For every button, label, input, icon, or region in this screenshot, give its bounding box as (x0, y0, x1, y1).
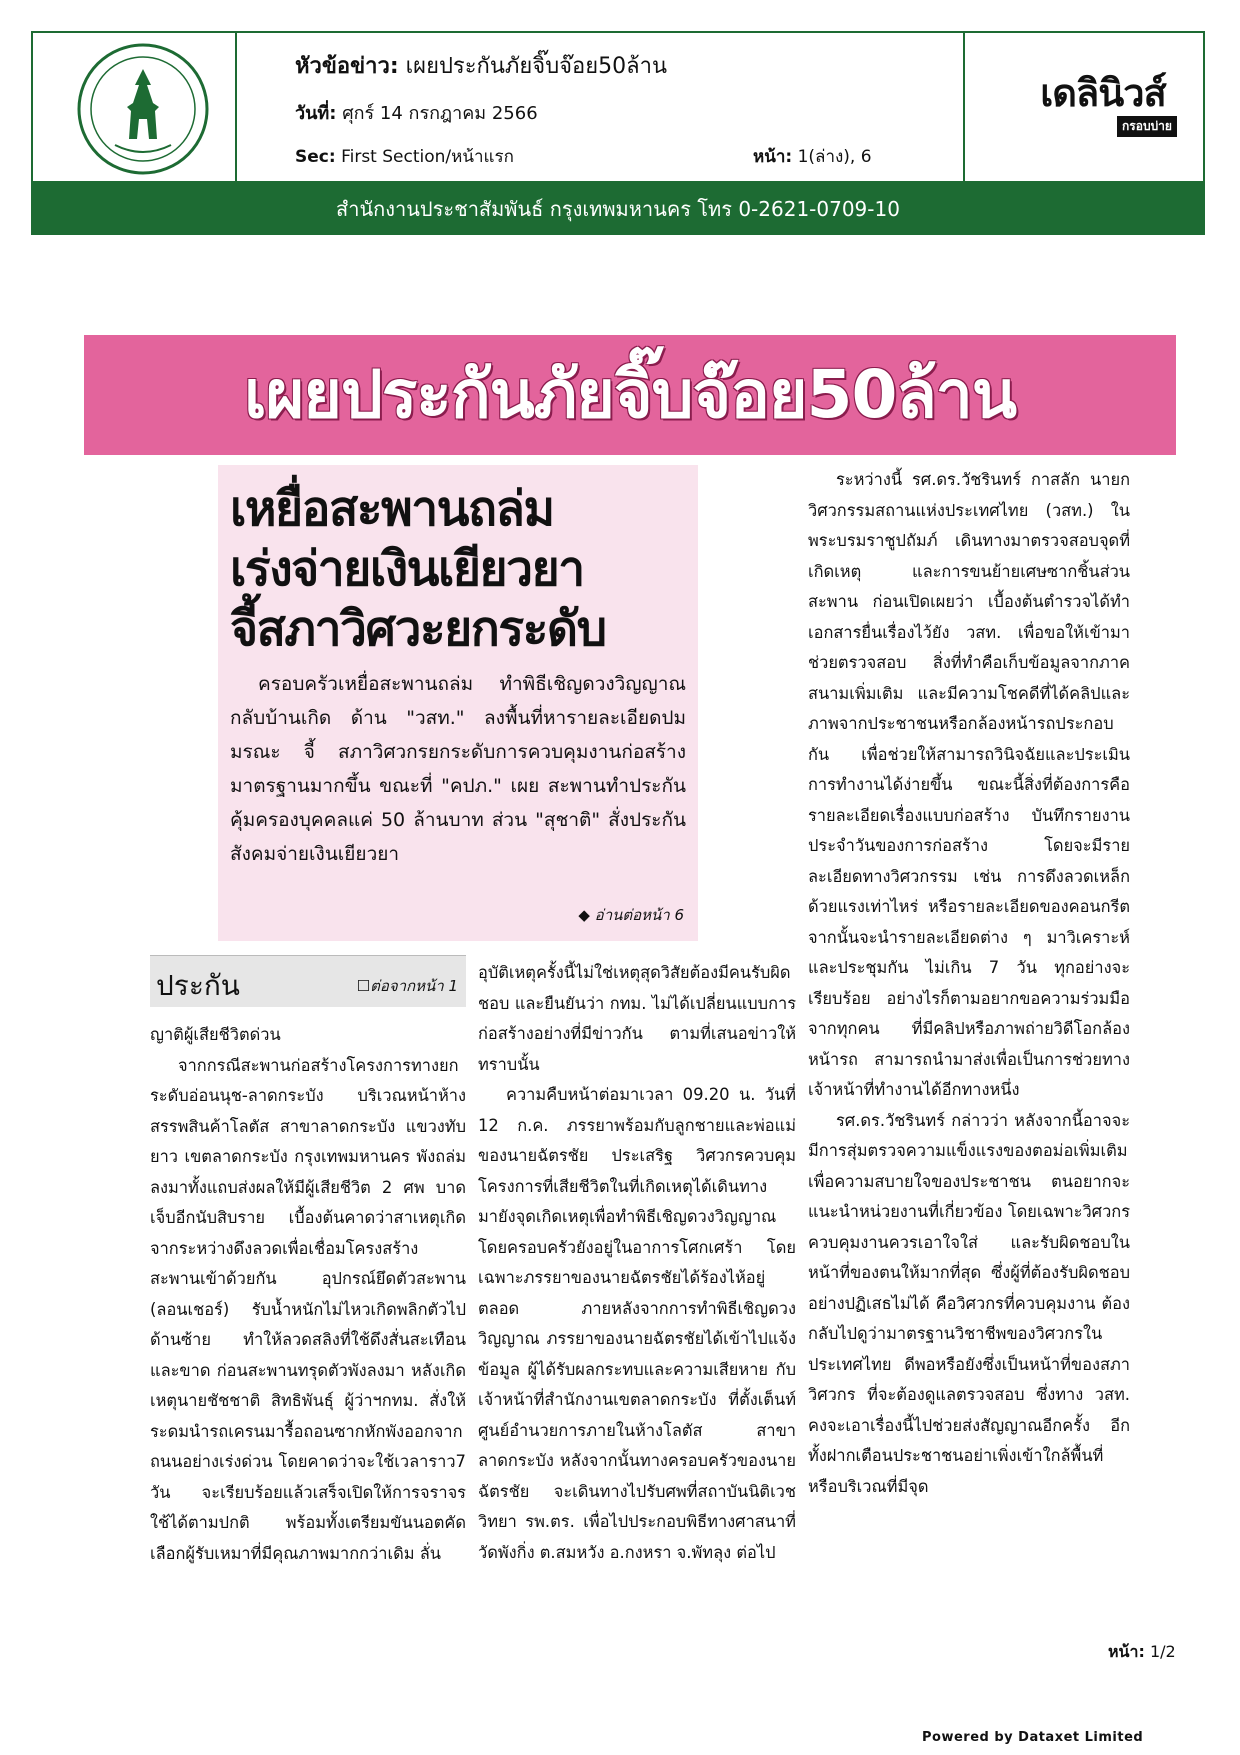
news-page-label: หน้า: (753, 147, 793, 167)
news-section-label: Sec: (295, 147, 336, 167)
col3-paragraph-2: รศ.ดร.วัชรินทร์ กล่าวว่า หลังจากนี้อาจจะมีการสุ่มตรวจความแข็งแรงของตอม่อเพิ่มเติม เพื่อความสบายใจของประชาชน ตนอยากจะแนะนำหน่วยงานที่เกี่ยวข้อง โดยเฉพาะวิศวกรควบคุมงานควรเอาใจใส่ และรับผิดชอบในหน้าที่ของตนให้มากที่สุด ซึ่งผู้ที่ต้องรับผิดชอบอย่างปฏิเสธไม่ได้ คือวิศวกรที่ควบคุมงาน ต้องกลับไปดูว่ามาตรฐานวิชาชีพของวิศวกรในประเทศไทย ดีพอหรือยังซึ่งเป็นหน้าที่ของสภาวิศวกร ที่จะต้องดูแลตรวจสอบ ซึ่งทาง วสท. คงจะเอาเรื่องนี้ไปช่วยส่งสัญญาณอีกครั้ง อีกทั้งฝากเตือนประชาชนอย่าเพิ่งเข้าใกล้พื้นที่ หรือบริเวณที่มีจุด (808, 1110, 1130, 1496)
newspaper-brand (1003, 71, 1203, 137)
header-divider (235, 33, 237, 181)
news-section-row (295, 143, 514, 170)
powered-by: Powered by Dataxet Limited (922, 1730, 1144, 1745)
news-section-value: First Section/หน้าแรก (341, 147, 514, 167)
continued-header (150, 955, 466, 1007)
brand-name: เดลินิวส์ (1040, 71, 1166, 115)
col2-continuation: อุบัติเหตุครั้งนี้ไม่ใช่เหตุสุดวิสัยต้องมีคนรับผิดชอบ และยืนยันว่า กทม. ไม่ได้เปลี่ยนแบบการก่อสร้างอย่างที่มีข่าวกัน ตามที่เสนอข่าวให้ทราบนั้น (478, 963, 796, 1074)
news-title-value: เผยประกันภัยจิ๊บจ๊อย50ล้าน (405, 54, 668, 79)
news-page-value: 1(ล่าง), 6 (797, 147, 872, 167)
news-title-label: หัวข้อข่าว: (295, 54, 399, 79)
col1-kicker: ญาติผู้เสียชีวิตด่วน (150, 1025, 281, 1044)
col1-paragraph: จากกรณีสะพานก่อสร้างโครงการทางยกระดับอ่อนนุช-ลาดกระบัง บริเวณหน้าห้างสรรพสินค้าโลตัส สาขาลาดกระบัง แขวงทับยาว เขตลาดกระบัง กรุงเทพมหานคร พังถล่มลงมาทั้งแถบส่งผลให้มีผู้เสียชีวิต 2 ศพ บาดเจ็บอีกนับสิบราย เบื้องต้นคาดว่าสาเหตุเกิดจากระหว่างดึงลวดเพื่อเชื่อมโครงสร้างสะพานเข้าด้วยกัน อุปกรณ์ยึดตัวสะพาน (ลอนเชอร์) รับน้ำหนักไม่ไหวเกิดพลิกตัวไปด้านซ้าย ทำให้ลวดสลิงที่ใช้ดึงสั่นสะเทือนและขาด ก่อนสะพานทรุดตัวพังลงมา หลังเกิดเหตุนายชัชชาติ สิทธิพันธุ์ ผู้ว่าฯกทม. สั่งให้ระดมนำรถเครนมารื้อถอนซากหักพังออกจากถนนอย่างเร่งด่วน โดยคาดว่าจะใช้เวลาราว7 วัน จะเรียบร้อยแล้วเสร็จเปิดให้การจราจรใช้ได้ตามปกติ พร้อมทั้งเตรียมขันนอตคัดเลือกผู้รับเหมาที่มีคุณภาพมากกว่าเดิม ลั่น (150, 1055, 466, 1563)
lead-paragraph: ครอบครัวเหยื่อสะพานถล่ม ทำพิธีเชิญดวงวิญญาณกลับบ้านเกิด ด้าน "วสท." ลงพื้นที่หารายละเอียดปมมรณะ จี้ สภาวิศวกรยกระดับการควบคุมงานก่อสร้างมาตรฐานมากขึ้น ขณะที่ "คปภ." เผย สะพานทำประกันคุ้มครองบุคคลแค่ 50 ล้านบาท ส่วน "สุชาติ" สั่งประกันสังคมจ่ายเงินเยียวยา (230, 673, 686, 865)
col3-paragraph-1: ระหว่างนี้ รศ.ดร.วัชรินทร์ กาสลัก นายกวิศวกรรมสถานแห่งประเทศไทย (วสท.) ในพระบรมราชูปถัมภ์ เดินทางมาตรวจสอบจุดที่เกิดเหตุ และการขนย้ายเศษซากชิ้นส่วนสะพาน ก่อนเปิดเผยว่า เบื้องต้นตำรวจได้ทำเอกสารยื่นเรื่องไว้ยัง วสท. เพื่อขอให้เข้ามาช่วยตรวจสอบ สิ่งที่ทำคือเก็บข้อมูลจากภาคสนามเพิ่มเติม และมีความโชคดีที่ได้คลิปและภาพจากประชาชนหรือกล้องหน้ารถประกอบกัน เพื่อช่วยให้สามารถวินิจฉัยและประเมินการทำงานได้ง่ายขึ้น ขณะนี้สิ่งที่ต้องการคือรายละเอียดเรื่องแบบก่อสร้าง บันทึกรายงานประจำวันของการก่อสร้าง โดยจะมีรายละเอียดทางวิศวกรรม เช่น การดึงลวดเหล็กด้วยแรงเท่าไหร่ หรือรายละเอียดของคอนกรีต จากนั้นจะนำรายละเอียดต่าง ๆ มาวิเคราะห์และประชุมกัน ไม่เกิน 7 วัน ทุกอย่างจะเรียบร้อย อย่างไรก็ตามอยากขอความร่วมมือจากทุกคน ที่มีคลิปหรือภาพถ่ายวิดีโอกล้องหน้ารถ สามารถนำมาส่งเพื่อเป็นการช่วยทางเจ้าหน้าที่ทำงานได้อีกทางหนึ่ง (808, 470, 1130, 1099)
page-indicator (1108, 1640, 1176, 1665)
article-column-3 (808, 465, 1130, 1502)
main-headline: เผยประกันภัยจิ๊บจ๊อย50ล้าน (84, 335, 1176, 455)
news-date-row (295, 98, 538, 127)
continued-title: ประกัน (156, 969, 240, 1002)
news-date-label: วันที่: (295, 103, 337, 124)
page-indicator-value: 1/2 (1149, 1642, 1176, 1661)
subhead-3: จี้สภาวิศวะยกระดับ (230, 601, 606, 657)
office-bar: สำนักงานประชาสัมพันธ์ กรุงเทพมหานคร โทร 0-2621-0709-10 (31, 183, 1205, 235)
lead-box (218, 465, 698, 941)
header-divider (963, 33, 965, 181)
brand-edition: กรอบบ่าย (1117, 116, 1177, 137)
article-column-2 (478, 958, 796, 1568)
news-page-row (753, 143, 872, 170)
clipping-header (31, 31, 1205, 183)
col2-paragraph: ความคืบหน้าต่อมาเวลา 09.20 น. วันที่ 12 ก.ค. ภรรยาพร้อมกับลูกชายและพ่อแม่ของนายฉัตรชัย ประเสริฐ วิศวกรควบคุมโครงการที่เสียชีวิตในที่เกิดเหตุได้เดินทางมายังจุดเกิดเหตุเพื่อทำพิธีเชิญดวงวิญญาณ โดยครอบครัวยังอยู่ในอาการโศกเศร้า โดยเฉพาะภรรยาของนายฉัตรชัยได้ร้องไห้อยู่ตลอด ภายหลังจากการทำพิธีเชิญดวงวิญญาณ ภรรยาของนายฉัตรชัยได้เข้าไปแจ้งข้อมูล ผู้ได้รับผลกระทบและความเสียหาย กับเจ้าหน้าที่สำนักงานเขตลาดกระบัง ที่ตั้งเต็นท์ศูนย์อำนวยการภายในห้างโลตัส สาขาลาดกระบัง หลังจากนั้นทางครอบครัวของนายฉัตรชัย จะเดินทางไปรับศพที่สถาบันนิติเวชวิทยา รพ.ตร. เพื่อไปประกอบพิธีทางศาสนาที่วัดพังกิ่ง ต.สมหวัง อ.กงหรา จ.พัทลุง ต่อไป (478, 1085, 796, 1562)
news-title-row (295, 48, 667, 83)
bangkok-seal-icon (75, 41, 211, 177)
article-column-1 (150, 1020, 466, 1569)
subhead-2: เร่งจ่ายเงินเยียวยา (230, 541, 584, 597)
read-more-note: ◆ อ่านต่อหน้า 6 (578, 906, 684, 924)
page-indicator-label: หน้า: (1108, 1642, 1145, 1661)
news-date-value: ศุกร์ 14 กรกฎาคม 2566 (342, 103, 538, 124)
continued-from-note: ☐ต่อจากหน้า 1 (356, 977, 458, 995)
subhead-1: เหยื่อสะพานถล่ม (230, 481, 554, 537)
